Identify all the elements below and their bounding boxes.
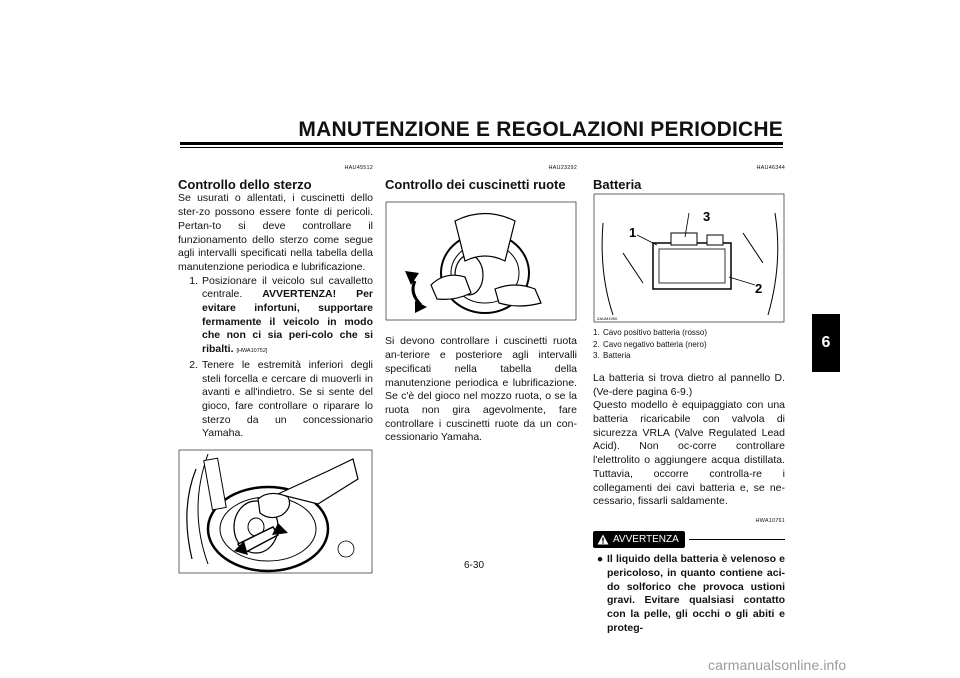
battery-location-paragraph: La batteria si trova dietro al pannello D. (Ve-dere pagina 6-9.)	[593, 371, 785, 398]
section-ref-code: HAU45512	[344, 165, 373, 171]
section-title: Controllo dello sterzo	[178, 176, 312, 192]
warning-triangle-icon	[597, 534, 609, 545]
warning-rule	[689, 539, 785, 540]
warning-bullet	[593, 553, 785, 635]
callout-3: 3	[703, 209, 711, 225]
step-2	[178, 359, 373, 441]
legend-item: 1. Cavo positivo batteria (rosso)	[593, 328, 708, 338]
battery-section	[593, 162, 785, 636]
section-ref-code: HAU46344	[756, 165, 785, 171]
legend-item: 3. Batteria	[593, 351, 631, 361]
figure-legend	[593, 327, 785, 362]
page-header-title: MANUTENZIONE E REGOLAZIONI PERIODICHE	[298, 118, 783, 141]
section-ref-code: HAU23292	[548, 165, 577, 171]
warning-banner	[593, 531, 785, 549]
header-rule-thin	[180, 147, 783, 148]
step-number: 1.	[189, 274, 198, 287]
section-body: Si devono controllare i cuscinetti ruota an-teriore e posteriore agli intervalli specificati nella tabella della manutenzione periodica e lubrificazione. Se c'è del gioco nel mozzo ruota, o se la ruota non gira agevolmente, fare controllare i cuscinetti ruote da un con-cessionario Yamaha.	[385, 335, 577, 444]
header-rule-thick	[180, 142, 783, 145]
callout-1: 1	[629, 225, 637, 241]
chapter-tab: 6	[812, 314, 840, 372]
section-title: Batteria	[593, 176, 642, 192]
section-title: Controllo dei cuscinetti ruote	[385, 176, 566, 192]
steering-section	[178, 162, 373, 574]
step-1	[178, 275, 373, 359]
steering-check-illustration	[178, 449, 373, 574]
legend-item: 2. Cavo negativo batteria (nero)	[593, 339, 707, 349]
callout-2: 2	[755, 281, 763, 297]
step-text: Tenere le estremità inferiori degli steli forcella e cercare di muoverli in avanti e all'indietro. Se si sente del gioco, fare controllare o riparare lo sterzo da un concessionario Yamaha.	[202, 358, 373, 440]
warning-inline: AVVERTENZA! Per evitare infortuni, supportare fermamente il veicolo in modo che non ci sia peri-colo che si ribalti.	[202, 288, 373, 356]
watermark: carmanualsonline.info	[708, 657, 847, 673]
battery-illustration	[593, 193, 785, 323]
step-number: 2.	[189, 358, 198, 371]
wheel-bearing-illustration	[385, 201, 577, 321]
wheel-bearings-section	[385, 162, 577, 445]
bullet-icon: ●	[596, 553, 604, 566]
warning-text: Il liquido della batteria è velenoso e pericoloso, in quanto contiene aci-do solforico che provoca ustioni gravi. Evitare qualsiasi contatto con la pelle, gli occhi o gli abiti e proteg-	[607, 553, 785, 634]
step-text: Posizionare il veicolo sul cavalletto centrale.	[202, 274, 373, 301]
section-intro: Se usurati o allentati, i cuscinetti dello ster-zo possono essere fonte di pericoli. Pertan-to si deve controllare il funzionamento dello sterzo come segue agli intervalli specificati nella tabella della manutenzione periodica e lubrificazione.	[178, 192, 373, 273]
warning-ref-code: HWA10761	[755, 517, 785, 524]
page-number: 6-30	[464, 560, 485, 571]
battery-type-paragraph: Questo modello è equipaggiato con una batteria ricaricabile con valvola di sicurezza VRLA (Valve Regulated Lead Acid). Non oc-corre controllare l'elettrolito o aggiungere acqua distillata. Tuttavia, occorre controlla-re i collegamenti dei cavi batteria e, se ne-cessario, fissarli saldamente.	[593, 399, 785, 508]
warning-ref-code: [HWA10752]	[236, 348, 268, 355]
figure-code: ZAUM1950	[597, 316, 618, 322]
warning-label: AVVERTENZA	[613, 533, 679, 545]
